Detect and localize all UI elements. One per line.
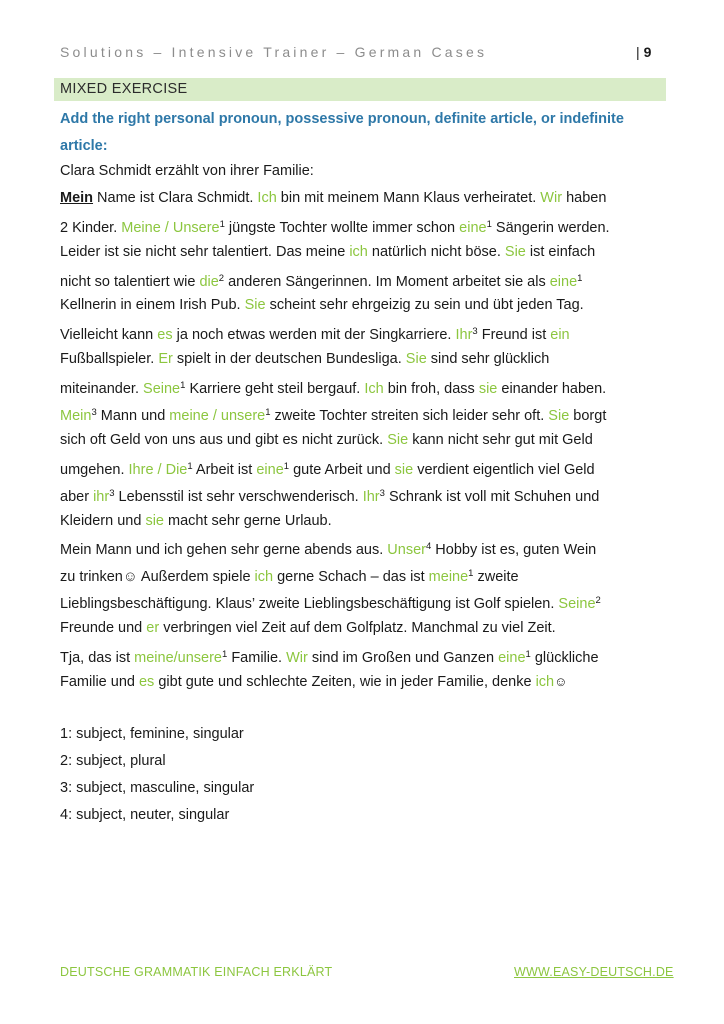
text-segment: umgehen.	[60, 461, 129, 478]
footnote-marker: 1	[486, 218, 492, 230]
answer: Wir	[540, 189, 563, 206]
text-segment: Kellnerin in einem Irish Pub.	[60, 297, 245, 314]
footnote-item: 2: subject, plural	[60, 753, 166, 769]
text-line	[60, 454, 670, 481]
text-line	[60, 319, 670, 346]
page-number	[636, 44, 651, 60]
exercise-instruction	[60, 106, 670, 160]
text-segment: einander haben.	[497, 381, 607, 398]
text-line	[60, 373, 670, 400]
answer: Er	[158, 351, 173, 368]
answer: Seine	[143, 381, 181, 398]
answer: meine / unsere	[169, 408, 266, 425]
answer: Mein	[60, 408, 92, 425]
section-heading: MIXED EXERCISE	[60, 81, 188, 97]
text-segment: macht sehr gerne Urlaub.	[164, 512, 332, 529]
text-segment: Vielleicht kann	[60, 327, 158, 344]
smiley-icon: ☺	[554, 673, 568, 689]
text-segment: zu trinken☺ Außerdem spiele	[60, 569, 255, 586]
text-line	[60, 642, 670, 669]
text-segment: Lieblingsbeschäftigung. Klaus’ zweite Lieblingsbeschäftigung ist Golf spielen.	[60, 596, 559, 613]
text-segment: Freunde und	[60, 620, 147, 637]
text-segment: sind im Großen und Ganzen	[307, 650, 499, 667]
text-segment: sich oft Geld von uns aus und gibt es nicht zurück.	[60, 431, 388, 448]
text-segment: miteinander.	[60, 381, 144, 398]
text-segment: 2 Kinder.	[60, 219, 122, 236]
instruction-line: article:	[60, 137, 108, 154]
text-segment: anderen Sängerinnen. Im Moment arbeitet sie als	[224, 273, 550, 290]
text-segment: zweite	[473, 569, 519, 586]
text-line	[60, 508, 670, 535]
text-line	[60, 669, 670, 696]
text-segment: Arbeit ist	[192, 461, 257, 478]
exercise-text	[60, 158, 670, 696]
text-segment: haben	[562, 189, 607, 206]
text-segment: Name ist Clara Schmidt.	[93, 189, 258, 206]
text-segment: bin mit meinem Mann Klaus verheiratet.	[276, 189, 541, 206]
text-segment: Karriere geht steil bergauf.	[185, 381, 365, 398]
text-segment: Mein Mann und ich gehen sehr gerne abends aus.	[60, 542, 388, 559]
answer: ich	[349, 243, 368, 260]
text-segment: gibt gute und schlechte Zeiten, wie in jeder Familie, denke	[154, 673, 536, 690]
text-line	[60, 292, 670, 319]
example-answer: Mein	[60, 189, 94, 206]
footnote-marker: 1	[265, 407, 271, 419]
answer: die	[199, 273, 219, 290]
answer: er	[146, 620, 160, 637]
answer: Sie	[504, 243, 526, 260]
footnote-item: 4: subject, neuter, singular	[60, 807, 230, 823]
page-separator: |	[636, 44, 640, 60]
text-segment: borgt	[569, 408, 607, 425]
text-line	[60, 346, 670, 373]
footnote-item: 1: subject, feminine, singular	[60, 726, 244, 742]
text-segment: Leider ist sie nicht sehr talentiert. Das meine	[60, 243, 350, 260]
answer: Wir	[286, 650, 308, 667]
page-number-value: 9	[643, 44, 652, 60]
answer: sie	[394, 461, 414, 478]
answer: Sie	[548, 408, 570, 425]
answer: meine/unsere	[134, 650, 222, 667]
footer-website-link[interactable]: WWW.EASY-DEUTSCH.DE	[514, 965, 674, 979]
answer: Ihr	[455, 327, 473, 344]
text-segment: gerne Schach – das ist	[273, 569, 429, 586]
text-segment: Hobby ist es, guten Wein	[431, 542, 597, 559]
text-line	[60, 427, 670, 454]
text-segment: Tja, das ist	[60, 650, 135, 667]
text-segment: zweite Tochter streiten sich leider sehr oft.	[270, 408, 549, 425]
text-segment: Familie.	[227, 650, 287, 667]
text-segment: Freund ist	[477, 327, 551, 344]
text-segment: Mann und	[96, 408, 170, 425]
answer: eine	[459, 219, 487, 236]
text-segment: ist einfach	[525, 243, 596, 260]
document-header-title: Solutions – Intensive Trainer – German Cases	[60, 44, 488, 60]
text-segment: sind sehr glücklich	[426, 351, 550, 368]
text-line	[60, 400, 670, 427]
text-segment: verdient eigentlich viel Geld	[413, 461, 595, 478]
footnote-marker: 3	[109, 487, 115, 499]
text-segment: bin froh, dass	[383, 381, 479, 398]
instruction-line: Add the right personal pronoun, possessive pronoun, definite article, or indefinite	[60, 111, 624, 127]
text-segment: natürlich nicht böse.	[367, 243, 505, 260]
text-line	[60, 212, 670, 239]
answer: ein	[550, 327, 570, 344]
answer: ich	[535, 673, 555, 690]
answer: Meine / Unsere	[121, 219, 220, 236]
text-segment: Lebensstil ist sehr verschwenderisch.	[114, 488, 363, 505]
footnote-marker: 1	[525, 649, 531, 661]
text-line	[60, 239, 670, 266]
section-heading-bar	[54, 78, 666, 101]
answer: eine	[549, 273, 578, 290]
text-segment: kann nicht sehr gut mit Geld	[408, 431, 593, 448]
answer: Sie	[387, 431, 409, 448]
answer: Ich	[364, 381, 384, 398]
footnote-marker: 3	[472, 326, 478, 338]
footnote-item: 3: subject, masculine, singular	[60, 780, 255, 796]
answer: Sie	[405, 351, 427, 368]
text-segment: Familie und	[60, 673, 139, 690]
answer: ihr	[93, 488, 110, 505]
text-line	[60, 534, 670, 561]
text-segment: spielt in der deutschen Bundesliga.	[172, 351, 406, 368]
text-line	[60, 266, 670, 293]
footnote-marker: 1	[187, 460, 193, 472]
text-segment: Schrank ist voll mit Schuhen und	[384, 488, 600, 505]
text-line	[60, 185, 670, 212]
text-segment: aber	[60, 488, 94, 505]
intro-line: Clara Schmidt erzählt von ihrer Familie:	[60, 163, 314, 179]
footnote-marker: 4	[425, 541, 432, 553]
text-segment: glückliche	[530, 650, 599, 667]
text-segment: Fußballspieler.	[60, 351, 159, 368]
text-line	[60, 588, 670, 615]
footnote-marker: 1	[222, 649, 228, 661]
footnote-marker: 1	[468, 568, 474, 580]
text-segment: ja noch etwas werden mit der Singkarriere.	[172, 327, 456, 344]
answer: Ihr	[362, 488, 380, 505]
footnote-marker: 2	[595, 595, 601, 607]
text-line	[60, 481, 670, 508]
answer: es	[157, 327, 173, 344]
text-segment: Kleidern und	[60, 512, 146, 529]
text-segment: verbringen viel Zeit auf dem Golfplatz. Manchmal zu viel Zeit.	[159, 620, 556, 637]
answer: es	[138, 673, 155, 690]
footer-tagline: DEUTSCHE GRAMMATIK EINFACH ERKLÄRT	[60, 965, 333, 979]
footnote-marker: 1	[283, 460, 290, 472]
text-segment: scheint sehr ehrgeizig zu sein und übt jeden Tag.	[265, 297, 584, 314]
answer: ich	[254, 569, 274, 586]
footnote-marker: 3	[379, 487, 385, 499]
answer: Unser	[387, 542, 426, 559]
footnotes-legend	[60, 721, 254, 829]
footnote-marker: 1	[219, 218, 225, 230]
text-line	[60, 615, 670, 642]
text-line	[60, 561, 670, 588]
text-segment: Sängerin werden.	[491, 219, 610, 236]
answer: eine	[256, 461, 284, 478]
footnote-marker: 1	[180, 380, 186, 392]
text-segment: gute Arbeit und	[289, 461, 395, 478]
footnote-marker: 3	[91, 407, 97, 419]
answer: meine	[428, 569, 469, 586]
footnote-marker: 1	[577, 272, 583, 284]
text-segment: jüngste Tochter wollte immer schon	[224, 219, 460, 236]
answer: Seine	[558, 596, 596, 613]
text-segment: nicht so talentiert wie	[60, 273, 200, 290]
footnote-marker: 2	[218, 272, 225, 284]
answer: Ihre / Die	[128, 461, 188, 478]
answer: Sie	[244, 297, 266, 314]
answer: eine	[498, 650, 526, 667]
answer: sie	[145, 512, 164, 529]
answer: Ich	[257, 189, 277, 206]
answer: sie	[478, 381, 498, 398]
